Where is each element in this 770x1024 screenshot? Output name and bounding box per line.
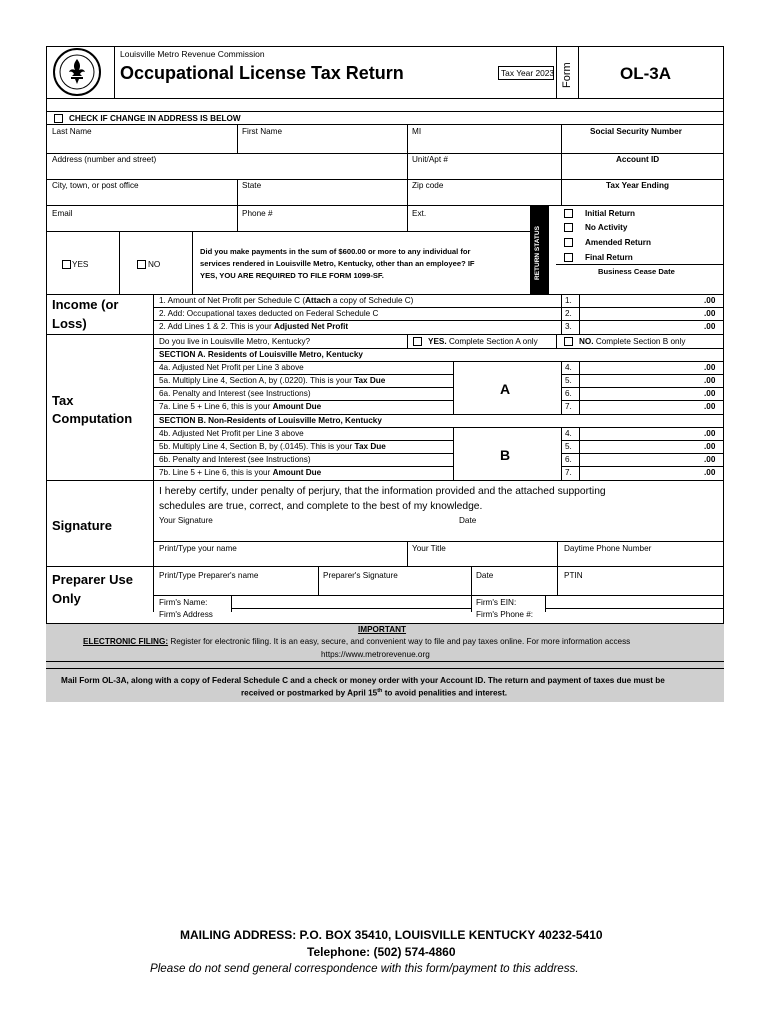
certification-line1: I hereby certify, under penalty of perjury, that the information provided and the attached supporting	[159, 486, 606, 497]
income-num-3: 3.	[565, 322, 572, 331]
employee-question-line3: YES, YOU ARE REQUIRED TO FILE FORM 1099-SF.	[200, 271, 384, 280]
tax-section-title-l2: Computation	[52, 411, 133, 426]
income-section-title-l2: Loss)	[52, 316, 87, 331]
correspondence-notice: Please do not send general correspondence with this form/payment to this address.	[150, 962, 579, 975]
important-title: IMPORTANT	[358, 625, 407, 634]
employee-yes-checkbox[interactable]	[62, 260, 71, 269]
first-name-label: First Name	[242, 127, 283, 136]
resident-no-label: NO. Complete Section B only	[579, 337, 686, 346]
amount-6b[interactable]: .00	[704, 455, 716, 464]
signature-date-label: Date	[459, 516, 477, 525]
resident-yes-label: YES. Complete Section A only	[428, 337, 538, 346]
preparer-date-label: Date	[476, 571, 494, 580]
form-label: Form	[561, 62, 573, 88]
employee-no-label: NO	[148, 260, 161, 269]
preparer-name-label: Print/Type Preparer's name	[159, 571, 259, 580]
resident-no-checkbox[interactable]	[564, 337, 573, 346]
address-label: Address (number and street)	[52, 155, 157, 164]
line-7b: 7b. Line 5 + Line 6, this is your Amount Due	[159, 468, 322, 477]
section-b-letter: B	[500, 447, 511, 463]
change-address-checkbox[interactable]	[54, 114, 63, 123]
line-5a: 5a. Multiply Line 4, Section A, by (.0220). This is your Tax Due	[159, 376, 386, 385]
resident-yes-checkbox[interactable]	[413, 337, 422, 346]
income-amount-3[interactable]: .00	[704, 322, 716, 331]
your-signature-label: Your Signature	[159, 516, 213, 525]
income-line-3: 2. Add Lines 1 & 2. This is your Adjusted Net Profit	[159, 322, 349, 331]
tax-year-ending-label: Tax Year Ending	[606, 181, 669, 190]
income-section-title-l1: Income (or	[52, 297, 119, 312]
amount-5a[interactable]: .00	[704, 376, 716, 385]
income-line-1: 1. Amount of Net Profit per Schedule C (Attach a copy of Schedule C)	[159, 296, 414, 305]
num-7b: 7.	[565, 468, 572, 477]
change-address-label: CHECK IF CHANGE IN ADDRESS IS BELOW	[69, 114, 241, 123]
daytime-phone-label: Daytime Phone Number	[564, 544, 652, 553]
fleur-de-lis-seal-icon	[52, 47, 102, 97]
amended-return-label: Amended Return	[585, 238, 651, 247]
amount-5b[interactable]: .00	[704, 442, 716, 451]
income-amount-2[interactable]: .00	[704, 309, 716, 318]
tax-year: Tax Year 2023	[501, 68, 555, 78]
mailing-address: MAILING ADDRESS: P.O. BOX 35410, LOUISVILLE KENTUCKY 40232-5410	[180, 928, 603, 942]
residency-question: Do you live in Louisville Metro, Kentucky?	[159, 337, 311, 346]
num-6b: 6.	[565, 455, 572, 464]
account-id-label: Account ID	[616, 155, 660, 164]
firm-ein-label: Firm's EIN:	[476, 598, 517, 607]
amended-return-checkbox[interactable]	[564, 238, 573, 247]
ptin-label: PTIN	[564, 571, 583, 580]
final-return-checkbox[interactable]	[564, 253, 573, 262]
form-title: Occupational License Tax Return	[120, 63, 404, 83]
preparer-signature-label: Preparer's Signature	[323, 571, 398, 580]
line-6b: 6b. Penalty and Interest (see Instructions)	[159, 455, 311, 464]
ext-label: Ext.	[412, 209, 427, 218]
firm-phone-label: Firm's Phone #:	[476, 610, 534, 619]
electronic-filing-text: ELECTRONIC FILING: Register for electronic filing. It is an easy, secure, and convenient way to file and pay taxes online. For more information access	[83, 637, 631, 646]
preparer-section-title-l1: Preparer Use	[52, 572, 133, 587]
line-7a: 7a. Line 5 + Line 6, this is your Amount Due	[159, 402, 322, 411]
telephone: Telephone: (502) 574-4860	[307, 945, 456, 959]
amount-7a[interactable]: .00	[704, 402, 716, 411]
ssn-label: Social Security Number	[590, 127, 682, 136]
section-a-letter: A	[500, 381, 511, 397]
mi-label: MI	[412, 127, 422, 136]
income-num-1: 1.	[565, 296, 572, 305]
mail-instructions-line1: Mail Form OL-3A, along with a copy of Federal Schedule C and a check or money order with your Account ID. The return and payment of taxes due must be	[61, 676, 665, 685]
amount-7b[interactable]: .00	[704, 468, 716, 477]
certification-line2: schedules are true, correct, and complete to the best of my knowledge.	[159, 501, 483, 512]
amount-4b[interactable]: .00	[704, 429, 716, 438]
your-title-label: Your Title	[412, 544, 446, 553]
unit-label: Unit/Apt #	[412, 155, 448, 164]
num-7a: 7.	[565, 402, 572, 411]
firm-address-label: Firm's Address	[159, 610, 213, 619]
employee-question-line2: services rendered in Louisville Metro, Kentucky, other than an employee? IF	[200, 259, 475, 268]
num-4b: 4.	[565, 429, 572, 438]
employee-yes-label: YES	[72, 260, 89, 269]
num-4a: 4.	[565, 363, 572, 372]
income-amount-1[interactable]: .00	[704, 296, 716, 305]
phone-label: Phone #	[242, 209, 273, 218]
initial-return-checkbox[interactable]	[564, 209, 573, 218]
final-return-label: Final Return	[585, 253, 633, 262]
agency-name: Louisville Metro Revenue Commission	[120, 49, 265, 59]
income-num-2: 2.	[565, 309, 572, 318]
income-line-2: 2. Add: Occupational taxes deducted on Federal Schedule C	[159, 309, 379, 318]
num-5a: 5.	[565, 376, 572, 385]
last-name-label: Last Name	[52, 127, 92, 136]
amount-4a[interactable]: .00	[704, 363, 716, 372]
signature-section-title: Signature	[52, 518, 112, 533]
business-cease-date-label: Business Cease Date	[598, 267, 675, 276]
form-id: OL-3A	[620, 64, 671, 83]
state-label: State	[242, 181, 262, 190]
line-5b: 5b. Multiply Line 4, Section B, by (.0145). This is your Tax Due	[159, 442, 386, 451]
line-4a: 4a. Adjusted Net Profit per Line 3 above	[159, 363, 304, 372]
no-activity-label: No Activity	[585, 223, 628, 232]
tax-section-title-l1: Tax	[52, 393, 74, 408]
city-label: City, town, or post office	[52, 181, 139, 190]
employee-question-line1: Did you make payments in the sum of $600.00 or more to any individual for	[200, 247, 471, 256]
preparer-section-title-l2: Only	[52, 591, 81, 606]
print-name-label: Print/Type your name	[159, 544, 237, 553]
line-6a: 6a. Penalty and Interest (see Instructions)	[159, 389, 311, 398]
email-label: Email	[52, 209, 73, 218]
num-5b: 5.	[565, 442, 572, 451]
no-activity-checkbox[interactable]	[564, 223, 573, 232]
amount-6a[interactable]: .00	[704, 389, 716, 398]
logo-seal	[52, 47, 102, 97]
section-a-heading: SECTION A. Residents of Louisville Metro, Kentucky	[159, 350, 363, 359]
metro-revenue-link[interactable]: https://www.metrorevenue.org	[321, 650, 430, 659]
section-b-heading: SECTION B. Non-Residents of Louisville Metro, Kentucky	[159, 416, 382, 425]
employee-no-checkbox[interactable]	[137, 260, 146, 269]
initial-return-label: Initial Return	[585, 209, 636, 218]
num-6a: 6.	[565, 389, 572, 398]
return-status-label: RETURN STATUS	[534, 226, 541, 280]
zip-label: Zip code	[412, 181, 444, 190]
firm-name-label: Firm's Name:	[159, 598, 208, 607]
line-4b: 4b. Adjusted Net Profit per Line 3 above	[159, 429, 304, 438]
mail-instructions-line2: received or postmarked by April 15th to avoid penalities and interest.	[241, 688, 508, 698]
